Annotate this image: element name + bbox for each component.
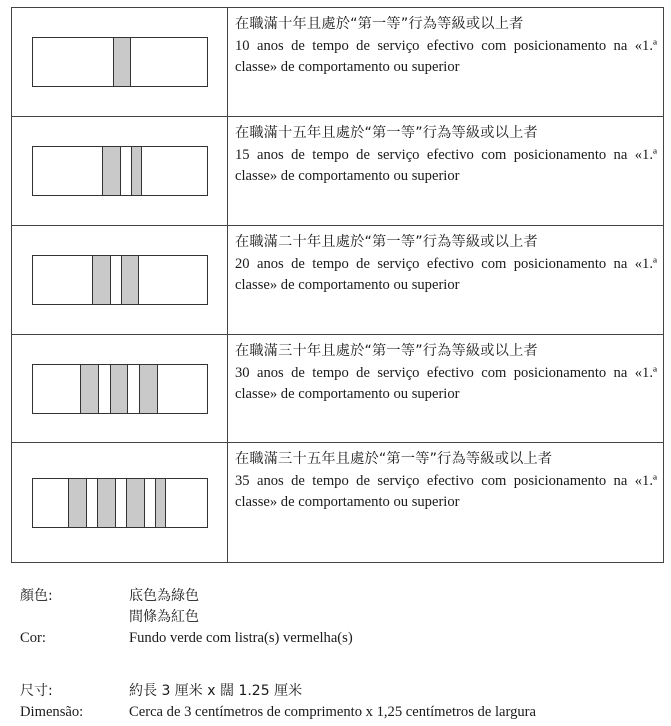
ribbon-stripe bbox=[126, 479, 145, 527]
ribbon-stripe bbox=[113, 38, 131, 86]
medal-table bbox=[11, 7, 664, 563]
ribbon-stripe bbox=[139, 365, 158, 413]
ribbon-cell bbox=[12, 117, 228, 225]
ribbon-cell bbox=[12, 226, 228, 334]
ribbon-cell bbox=[12, 335, 228, 442]
description-pt: 15 anos de tempo de serviço efectivo com posicionamento na «1.ª classe» de comportamento ou superior bbox=[235, 146, 657, 184]
ribbon-cell bbox=[12, 8, 228, 116]
dimension-value-pt: Cerca de 3 centímetros de comprimento x 1,25 centímetros de largura bbox=[129, 704, 537, 720]
ribbon-stripe bbox=[80, 365, 99, 413]
description-pt: 20 anos de tempo de serviço efectivo com posicionamento na «1.ª classe» de comportamento ou superior bbox=[235, 255, 657, 293]
description-zh: 在職滿三十年且處於“第一等”行為等級或以上者 bbox=[235, 343, 538, 359]
ribbon-stripe bbox=[131, 147, 142, 195]
description-cell bbox=[228, 117, 663, 225]
ribbon-15-years-image bbox=[32, 146, 208, 196]
ribbon-20-years-image bbox=[32, 255, 208, 305]
description-zh: 在職滿十年且處於“第一等”行為等級或以上者 bbox=[235, 16, 524, 32]
description-cell bbox=[228, 443, 663, 562]
ribbon-stripe bbox=[92, 256, 111, 304]
description-cell bbox=[228, 8, 663, 116]
ribbon-stripe bbox=[97, 479, 116, 527]
dimension-label-pt: Dimensão: bbox=[20, 704, 84, 720]
ribbon-stripe bbox=[110, 365, 128, 413]
color-value-pt: Fundo verde com listra(s) vermelha(s) bbox=[129, 630, 353, 646]
color-label-pt: Cor: bbox=[20, 630, 46, 646]
ribbon-stripe bbox=[121, 256, 139, 304]
color-label-zh: 顏色: bbox=[20, 588, 53, 604]
description-zh: 在職滿十五年且處於“第一等”行為等級或以上者 bbox=[235, 125, 538, 141]
medal-row-20-years bbox=[12, 226, 663, 335]
dimension-legend bbox=[20, 681, 660, 723]
medal-row-15-years bbox=[12, 117, 663, 226]
ribbon-stripe bbox=[155, 479, 166, 527]
description-zh: 在職滿二十年且處於“第一等”行為等級或以上者 bbox=[235, 234, 538, 250]
color-legend bbox=[20, 586, 660, 656]
ribbon-stripe bbox=[68, 479, 87, 527]
ribbon-stripe bbox=[102, 147, 121, 195]
description-pt: 35 anos de tempo de serviço efectivo com posicionamento na «1.ª classe» de comportamento ou superior bbox=[235, 472, 657, 510]
color-value-zh-background: 底色為綠色 bbox=[129, 588, 199, 604]
ribbon-cell bbox=[12, 443, 228, 562]
ribbon-10-years-image bbox=[32, 37, 208, 87]
description-cell bbox=[228, 335, 663, 442]
dimension-label-zh: 尺寸: bbox=[20, 683, 53, 699]
medal-row-35-years bbox=[12, 443, 663, 563]
dimension-value-zh: 約長 3 厘米 x 闊 1.25 厘米 bbox=[129, 683, 303, 699]
description-pt: 10 anos de tempo de serviço efectivo com posicionamento na «1.ª classe» de comportamento ou superior bbox=[235, 37, 657, 75]
description-pt: 30 anos de tempo de serviço efectivo com posicionamento na «1.ª classe» de comportamento ou superior bbox=[235, 364, 657, 402]
description-zh: 在職滿三十五年且處於“第一等”行為等級或以上者 bbox=[235, 451, 553, 467]
color-value-zh-stripe: 間條為紅色 bbox=[129, 609, 199, 625]
medal-row-30-years bbox=[12, 335, 663, 443]
ribbon-35-years-image bbox=[32, 478, 208, 528]
description-cell bbox=[228, 226, 663, 334]
ribbon-30-years-image bbox=[32, 364, 208, 414]
medal-row-10-years bbox=[12, 8, 663, 117]
